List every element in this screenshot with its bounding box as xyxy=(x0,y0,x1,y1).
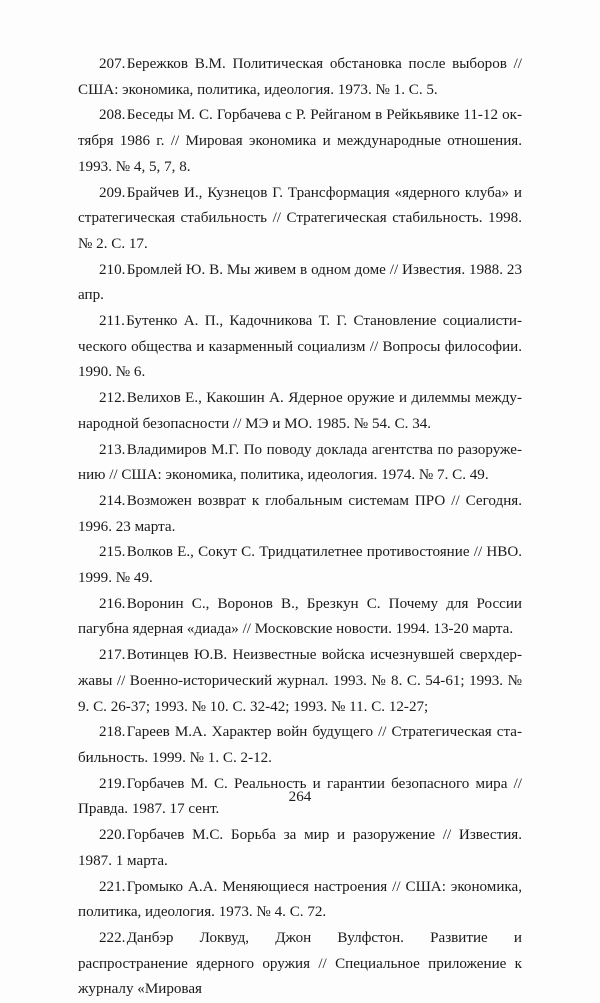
entry-text: Горбачев М. С. Реальность и гарантии безопасного мира // Правда. 1987. 17 сент. xyxy=(78,775,522,818)
entry-text: Горбачев М.С. Борьба за мир и разоружение // Известия. 1987. 1 марта. xyxy=(78,827,522,869)
bibliography-list xyxy=(78,52,522,1003)
entry-text: Бутенко А. П., Кадочникова Т. Г. Становление социалистического общества и казарменный социализм // Вопросы философии. 1990. № 6. xyxy=(78,313,522,381)
bibliography-entry xyxy=(78,103,522,180)
entry-number: 209. xyxy=(99,184,126,201)
bibliography-entry xyxy=(78,540,522,591)
entry-number: 210. xyxy=(99,261,126,278)
bibliography-entry xyxy=(78,720,522,771)
entry-number: 207. xyxy=(99,56,126,72)
bibliography-entry xyxy=(78,438,522,489)
entry-text: Владимиров М.Г. По поводу доклада агентства по разоружению // США: экономика, политика, идеология. 1974. № 7. С. 49. xyxy=(78,441,522,484)
bibliography-entry xyxy=(78,258,522,309)
entry-number: 216. xyxy=(99,595,126,612)
entry-number: 221. xyxy=(99,878,126,895)
bibliography-entry xyxy=(78,309,522,386)
entry-number: 219. xyxy=(99,775,126,792)
entry-number: 220. xyxy=(99,827,126,844)
bibliography-entry xyxy=(78,592,522,643)
entry-text: Данбэр Локвуд, Джон Вулфстон. Развитие и распространение ядерного оружия // Специальное приложение к журналу «Мировая xyxy=(78,929,522,998)
bibliography-entry xyxy=(78,489,522,540)
page-number: 264 xyxy=(288,789,312,805)
entry-number: 217. xyxy=(99,647,126,664)
entry-number: 214. xyxy=(99,492,126,509)
entry-text: Волков Е., Сокут С. Тридцатилетнее противостояние // НВО. 1999. № 49. xyxy=(78,544,522,587)
entry-text: Бромлей Ю. В. Мы живем в одном доме // Известия. 1988. 23 апр. xyxy=(78,261,522,304)
entry-text: Велихов Е., Какошин А. Ядерное оружие и дилеммы международной безопасности // МЭ и МО. 1985. № 54. С. 34. xyxy=(78,390,522,432)
entry-number: 218. xyxy=(99,724,126,741)
entry-text: Беседы М. С. Горбачева с Р. Рейганом в Рейкьявике 11-12 октября 1986 г. // Мировая экономика и международные отношения. 1993. № 4, 5, 7, 8. xyxy=(78,107,522,175)
bibliography-entry xyxy=(78,823,522,874)
entry-number: 215. xyxy=(99,544,126,561)
entry-text: Возможен возврат к глобальным системам ПРО // Сегодня. 1996. 23 марта. xyxy=(78,492,522,535)
entry-text: Громыко А.А. Меняющиеся настроения // США: экономика, политика, идеология. 1973. № 4. С. 72. xyxy=(78,878,522,921)
entry-number: 208. xyxy=(99,107,126,124)
entry-text: Гареев М.А. Характер войн будущего // Стратегическая стабильность. 1999. № 1. С. 2-12. xyxy=(78,724,522,766)
bibliography-entry xyxy=(78,52,522,103)
entry-number: 211. xyxy=(99,313,125,330)
bibliography-entry xyxy=(78,926,522,1003)
entry-number: 212. xyxy=(99,390,126,407)
entry-text: Бережков В.М. Политическая обстановка после выборов // США: экономика, политика, идеология. 1973. № 1. С. 5. xyxy=(78,56,522,98)
entry-number: 213. xyxy=(99,441,126,458)
entry-text: Воронин С., Воронов В., Брезкун С. Почему для России пагубна ядерная «диада» // Московские новости. 1994. 13-20 марта. xyxy=(78,595,522,638)
bibliography-entry xyxy=(78,875,522,926)
bibliography-entry xyxy=(78,643,522,720)
entry-text: Брайчев И., Кузнецов Г. Трансформация «ядерного клуба» и стратегическая стабильность // Стратегическая стабильность. 1998. № 2. С. 17. xyxy=(78,184,522,252)
entry-number: 222. xyxy=(99,929,126,946)
bibliography-entry xyxy=(78,386,522,437)
bibliography-entry xyxy=(78,181,522,258)
entry-text: Вотинцев Ю.В. Неизвестные войска исчезнувшей сверхдержавы // Военно-исторический журнал. 1993. № 8. С. 54-61; 1993. № 9. С. 26-37; 1993. № 10. С. 32-42; 1993. № 11. С. 12-27; xyxy=(78,647,522,715)
